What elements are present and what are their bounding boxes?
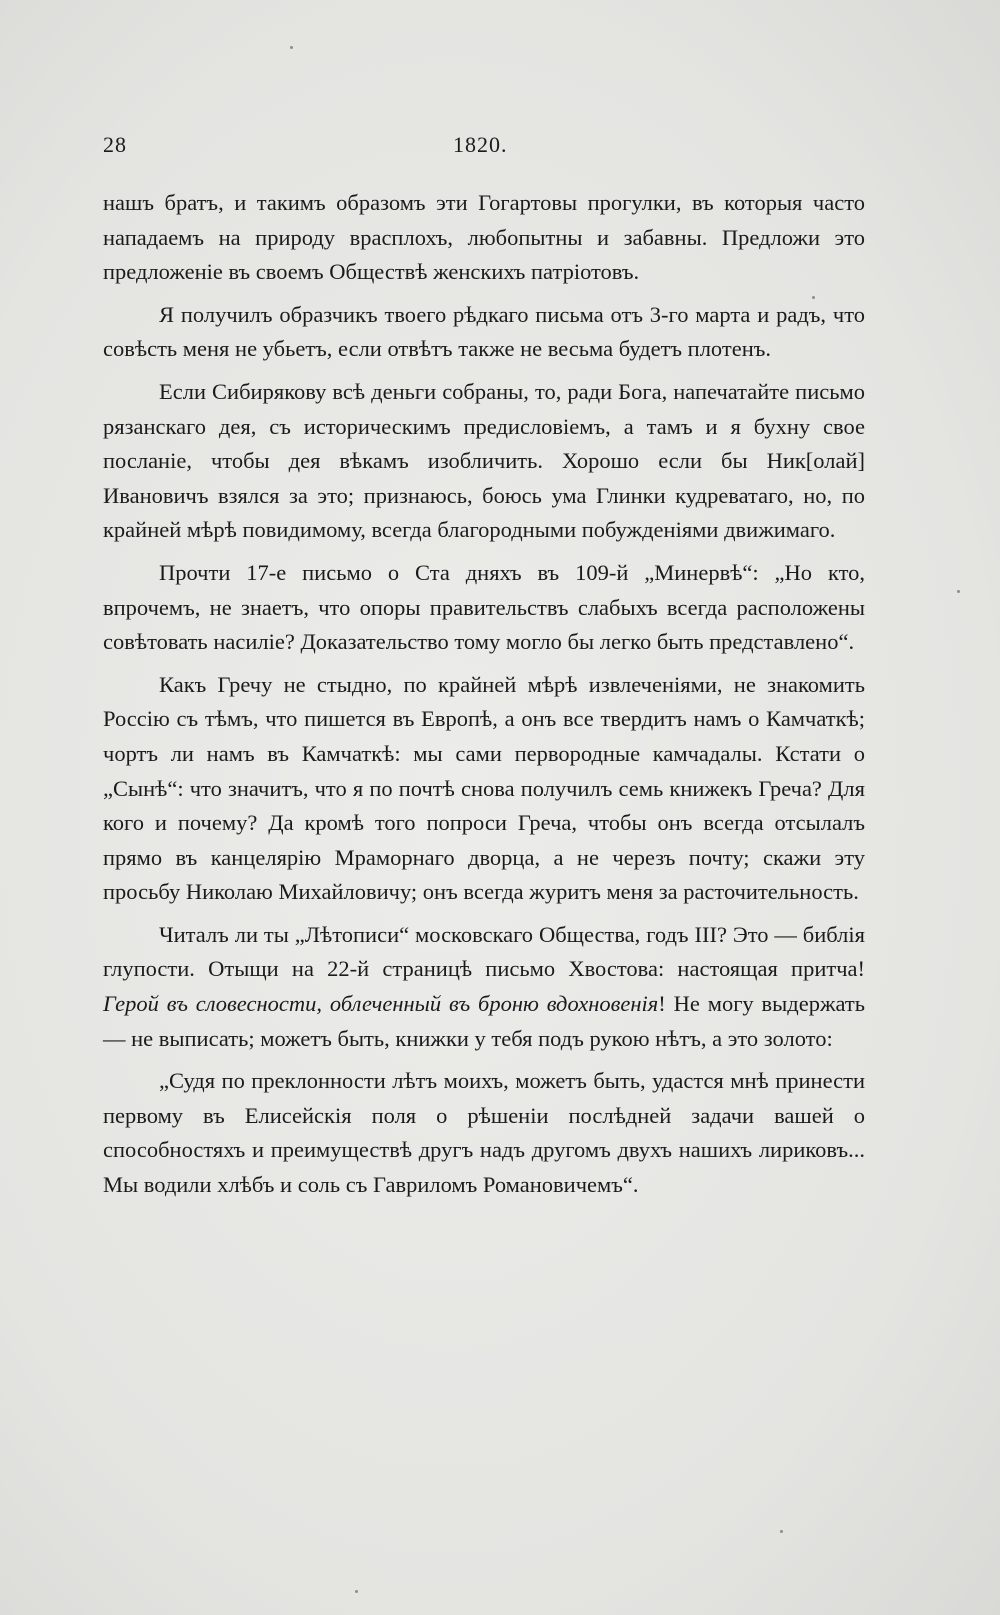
paragraph-2: Я получилъ образчикъ твоего рѣдкаго письма отъ 3-го марта и радъ, что совѣсть меня не убьетъ, если отвѣтъ также не весьма будетъ плотенъ. (103, 301, 865, 362)
paragraph-3: Если Сибирякову всѣ деньги собраны, то, ради Бога, напечатайте письмо рязанскаго дея, съ историческимъ предисловіемъ, а тамъ и я бухну свое посланіе, чтобы дея вѣкамъ изобличить. Хорошо если бы Ник[олай] Ивановичъ взялся за это; признаюсь, боюсь ума Глинки кудреватаго, но, по крайней мѣрѣ повидимому, всегда благородными побужденіями движимаго. (103, 378, 865, 543)
paragraph-1: нашъ братъ, и такимъ образомъ эти Гогартовы прогулки, въ которыя часто нападаемъ на природу врасплохъ, любопытны и забавны. Предложи это предложеніе въ своемъ Обществѣ женскихъ патріотовъ. (103, 190, 865, 285)
letter-text (103, 186, 865, 1203)
italic-quote: Герой въ словесности, облеченный въ броню вдохновенія (103, 991, 659, 1017)
running-head-year: 1820. (453, 132, 508, 157)
paper-speck (355, 1590, 358, 1593)
page-number: 28 (103, 132, 127, 157)
paragraph-5: Какъ Гречу не стыдно, по крайней мѣрѣ извлеченіями, не знакомить Россію съ тѣмъ, что пишется въ Европѣ, а онъ все твердитъ намъ о Камчаткѣ; чортъ ли намъ въ Камчаткѣ: мы сами первородные камчадалы. Кстати о „Сынѣ“: что значитъ, что я по почтѣ снова получилъ семь книжекъ Греча? Для кого и почему? Да кромѣ того попроси Греча, чтобы онъ всегда отсылалъ прямо въ канцелярію Мраморнаго дворца, а не черезъ почту; скажи эту просьбу Николаю Михайловичу; онъ всегда журитъ меня за расточительность. (103, 671, 865, 905)
paper-speck (780, 1530, 783, 1533)
running-head (103, 132, 863, 172)
paragraph-7: „Судя по преклонности лѣтъ моихъ, можетъ быть, удастся мнѣ принести первому въ Елисейскія поля о рѣшеніи послѣдней задачи вашей о способностяхъ и преимуществѣ другъ надъ другомъ двухъ нашихъ лириковъ... Мы водили хлѣбъ и соль съ Гавриломъ Романовичемъ“. (103, 1068, 865, 1198)
paragraph-6-text-start: Читалъ ли ты „Лѣтописи“ московскаго Общества, годъ III? Это — библія глупости. Отыщи на 22-й страницѣ письмо Хвостова: настоящая притча! (103, 921, 865, 982)
paragraph-4: Прочти 17-е письмо о Ста дняхъ въ 109-й „Минервѣ“: „Но кто, впрочемъ, не знаетъ, что опоры правительствъ слабыхъ всегда расположены совѣтовать насиліе? Доказательство тому могло бы легко быть представлено“. (103, 559, 865, 655)
paragraph-6-text-end: ! Не могу выдержать — не выписать; можетъ быть, книжки у тебя подъ рукою нѣтъ, а это золото: (103, 991, 865, 1051)
paper-speck (290, 46, 293, 49)
paragraph-6 (103, 918, 865, 1056)
paper-speck (957, 590, 960, 593)
